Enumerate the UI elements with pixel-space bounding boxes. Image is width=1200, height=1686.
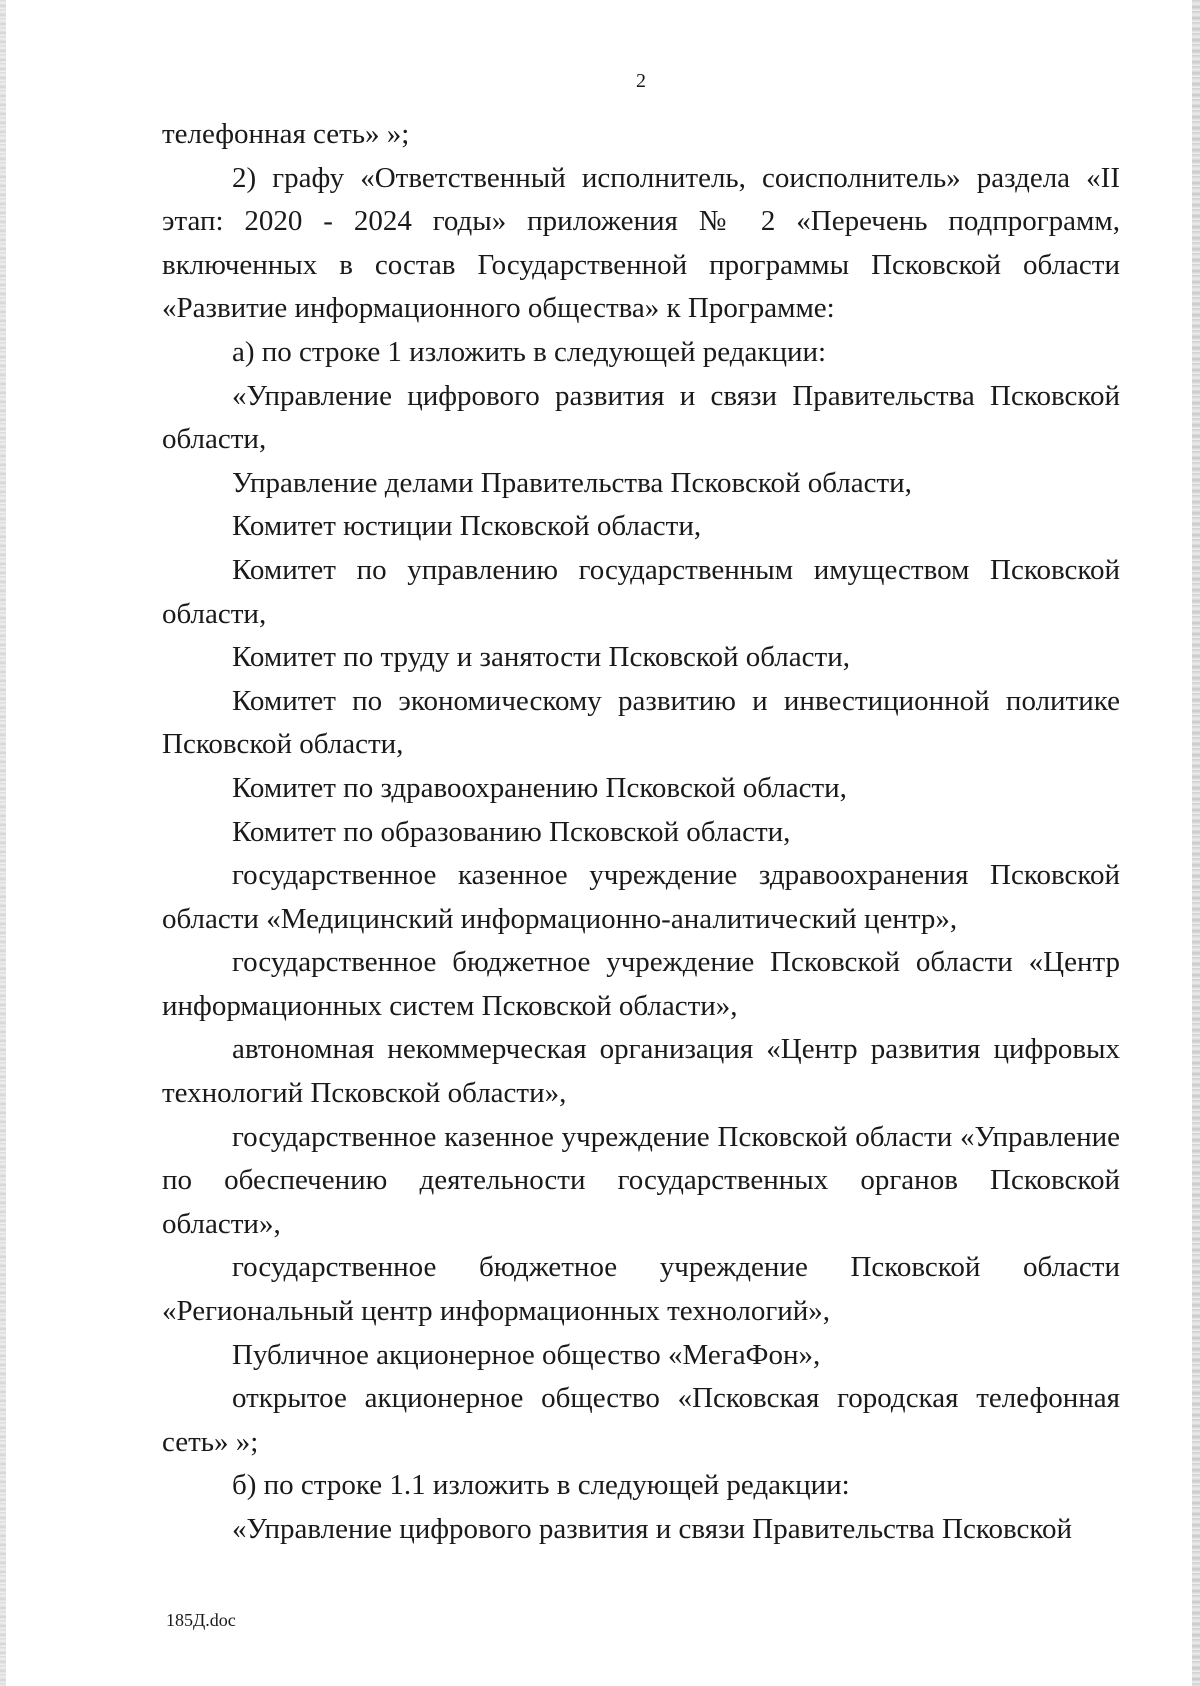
paragraph-executor: Комитет по управлению государственным имуществом Псковской области,: [162, 553, 1120, 630]
scan-edge-right: [1192, 0, 1200, 1686]
file-name-footer: 185Д.doc: [166, 1610, 236, 1630]
paragraph-executor: «Управление цифрового развития и связи Правительства Псковской области,: [162, 379, 1120, 456]
paragraph-executor: Публичное акционерное общество «МегаФон»,: [232, 1338, 821, 1371]
paragraph-executor: Комитет по труду и занятости Псковской области,: [232, 641, 850, 674]
paragraph-item-2: 2) графу «Ответственный исполнитель, соисполнитель» раздела «II этап: 2020 - 2024 годы» приложения № 2 «Перечень подпрограмм, включенных в состав Государственной программы Псковской области «Развитие информационного общества» к Программе:: [162, 161, 1120, 325]
paragraph-executor: открытое акционерное общество «Псковская городская телефонная сеть» »;: [162, 1382, 1120, 1458]
paragraph-executor: государственное бюджетное учреждение Псковской области «Центр информационных систем Псковской области»,: [162, 946, 1120, 1022]
paragraph-executor: Управление делами Правительства Псковской области,: [232, 466, 912, 499]
paragraph-executor: «Управление цифрового развития и связи Правительства Псковской: [232, 1513, 1072, 1545]
paragraph-executor: автономная некоммерческая организация «Центр развития цифровых технологий Псковской области»,: [162, 1033, 1120, 1110]
paragraph-executor: Комитет по здравоохранению Псковской области,: [232, 771, 847, 804]
paragraph-subitem-a: а) по строке 1 изложить в следующей редакции:: [232, 335, 827, 368]
page-number: 2: [636, 70, 646, 92]
paragraph-executor: государственное казенное учреждение Псковской области «Управление по обеспечению деятельности государственных органов Псковской области»,: [162, 1120, 1120, 1240]
paragraph-executor: государственное казенное учреждение здравоохранения Псковской области «Медицинский информационно-аналитический центр»,: [162, 859, 1120, 935]
paragraph-executor: Комитет по образованию Псковской области,: [232, 815, 791, 848]
paragraph-executor: государственное бюджетное учреждение Псковской области «Региональный центр информационных технологий»,: [162, 1251, 1120, 1328]
paragraph-continuation: телефонная сеть» »;: [162, 118, 410, 150]
scan-edge-left: [0, 0, 6, 1686]
paragraph-subitem-b: б) по строке 1.1 изложить в следующей редакции:: [232, 1469, 850, 1502]
paragraph-executor: Комитет по экономическому развитию и инвестиционной политике Псковской области,: [162, 684, 1120, 761]
paragraph-executor: Комитет юстиции Псковской области,: [232, 510, 702, 543]
document-body: [162, 113, 1120, 1552]
